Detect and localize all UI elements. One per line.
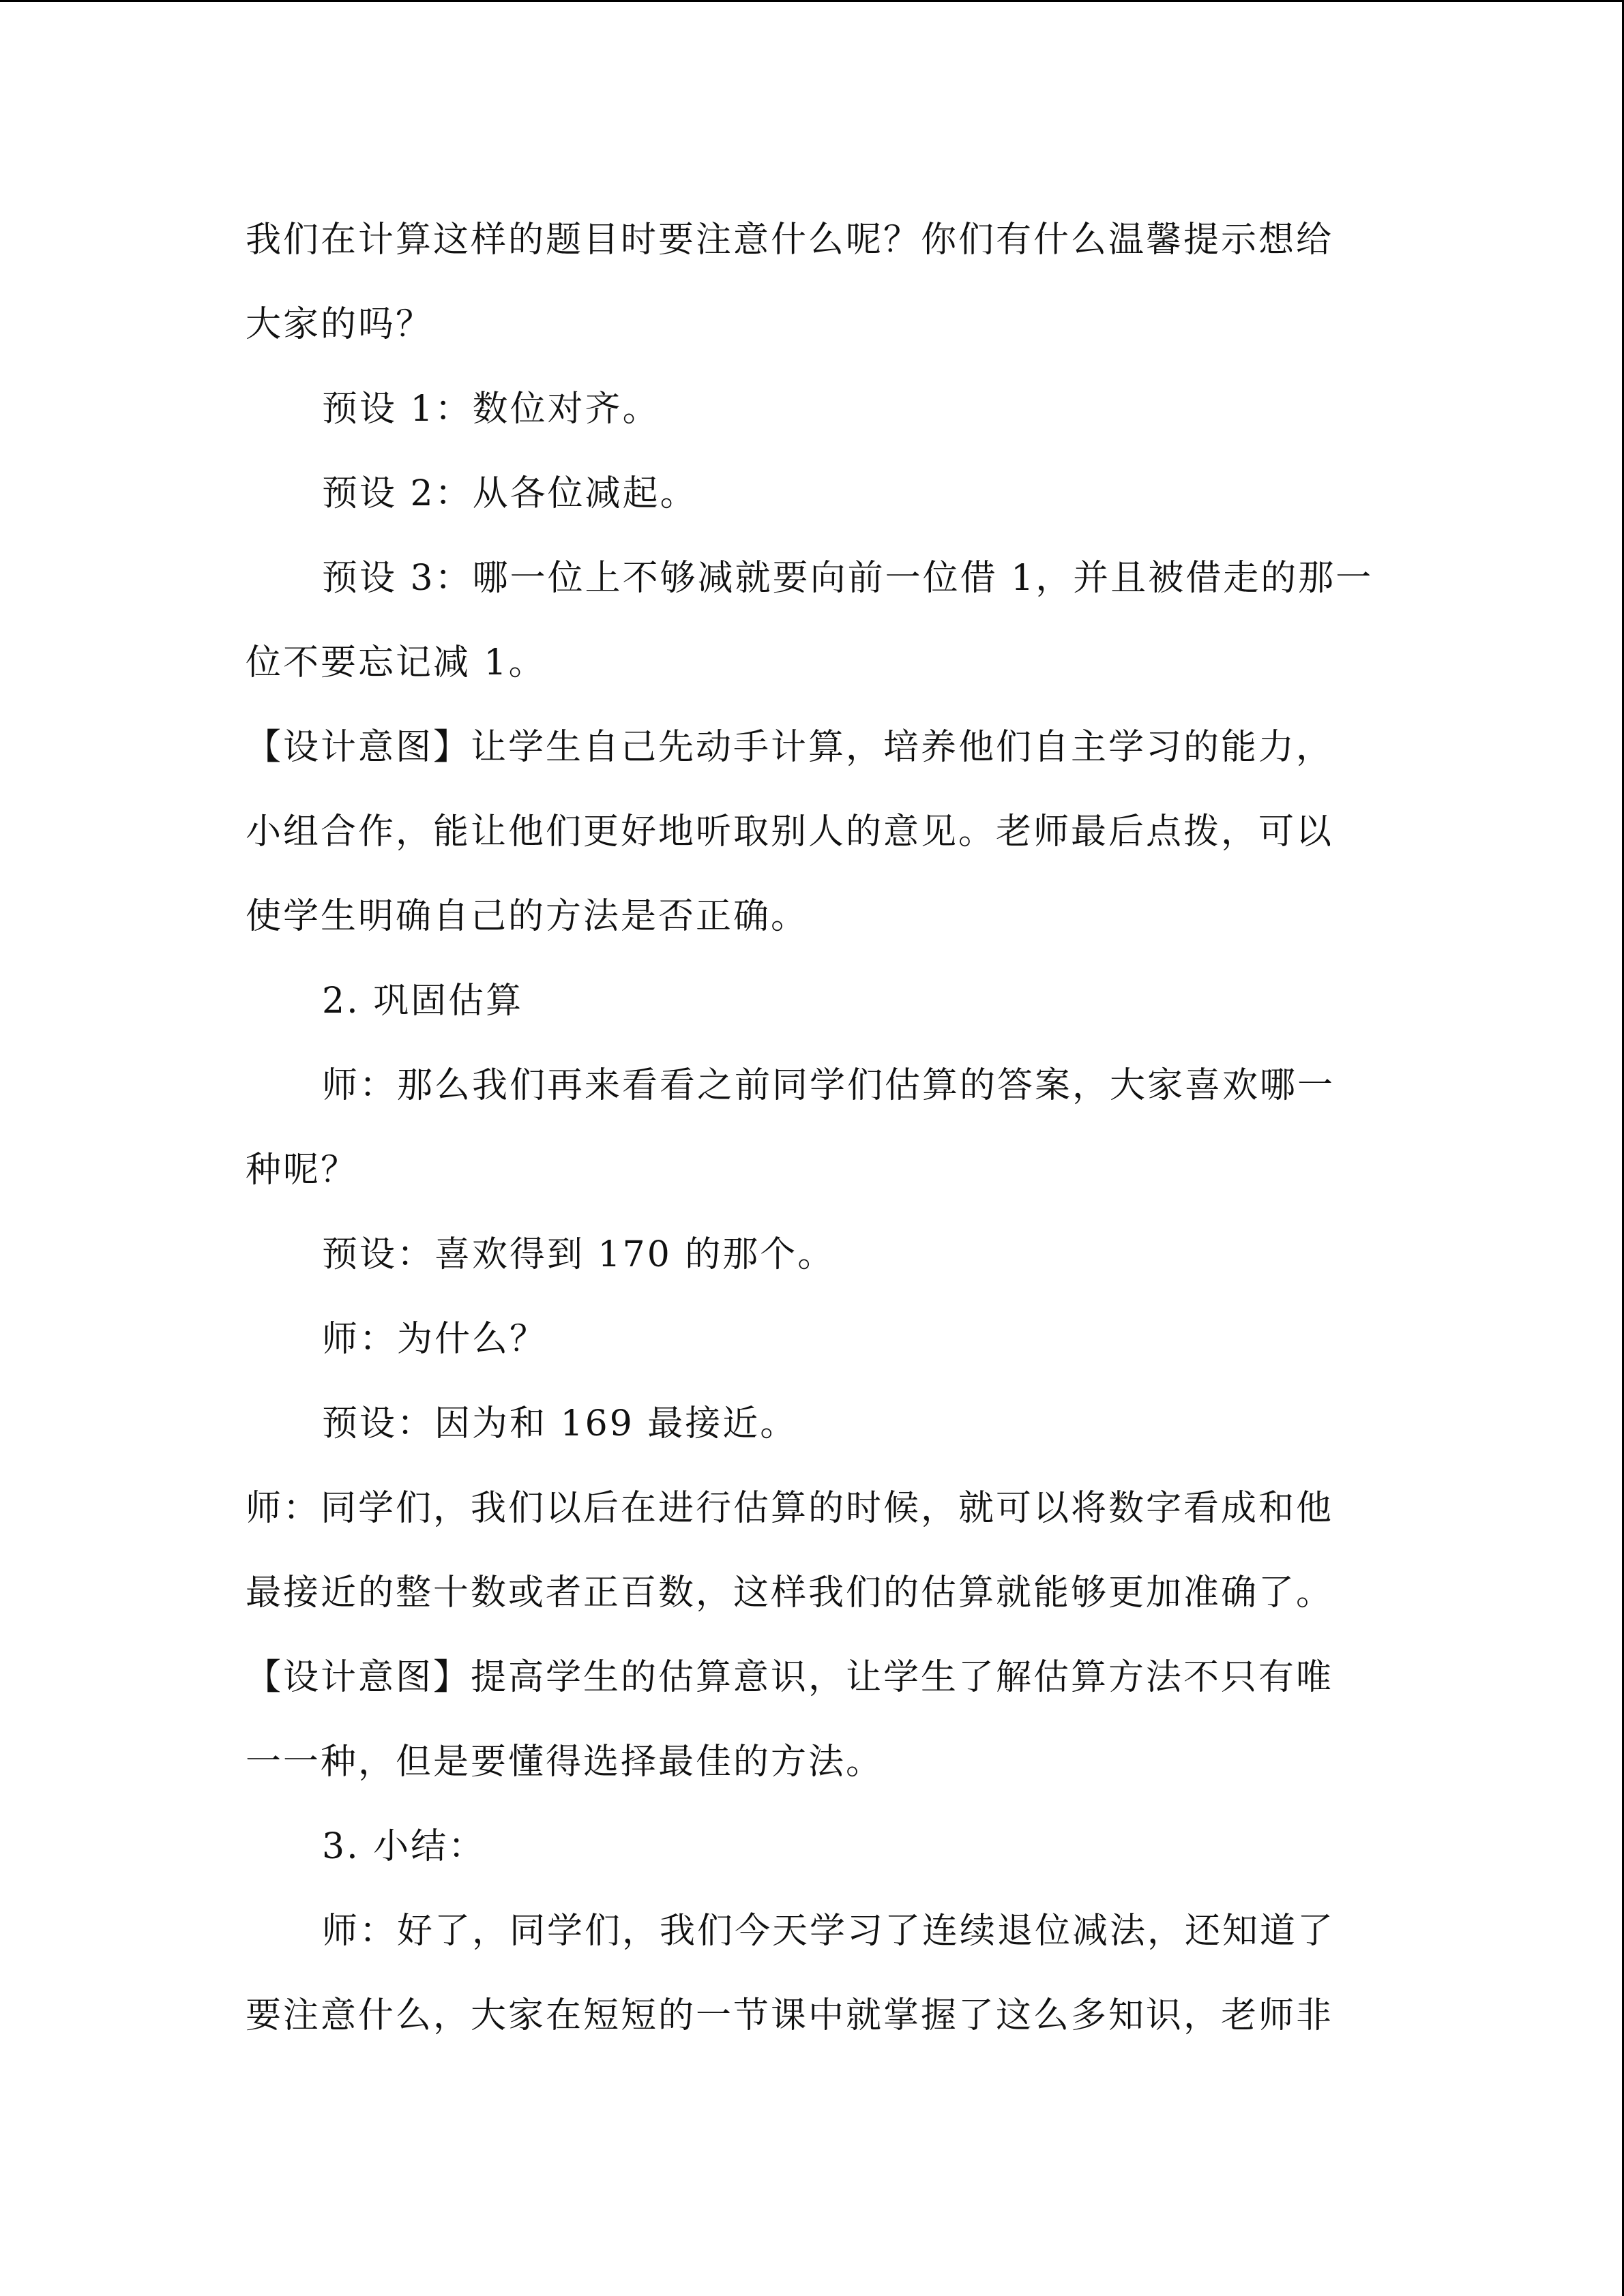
- text-line: 【设计意图】提高学生的估算意识，让学生了解估算方法不只有唯: [246, 1657, 1334, 1698]
- section-heading: 2. 巩固估算: [322, 981, 524, 1022]
- text-line: 预设 3：哪一位上不够减就要向前一位借 1，并且被借走的那一: [322, 558, 1374, 599]
- text-line: 师：那么我们再来看看之前同学们估算的答案，大家喜欢哪一: [322, 1065, 1335, 1106]
- text-line: 大家的吗？: [246, 304, 434, 345]
- text-line: 小组合作，能让他们更好地听取别人的意见。老师最后点拨，可以: [246, 811, 1334, 852]
- text-line: 要注意什么，大家在短短的一节课中就掌握了这么多知识，老师非: [246, 1995, 1334, 2036]
- text-line: 师：同学们，我们以后在进行估算的时候，就可以将数字看成和他: [246, 1488, 1334, 1529]
- text-line: 预设 2：从各位减起。: [322, 473, 698, 514]
- text-line: 最接近的整十数或者正百数，这样我们的估算就能够更加准确了。: [246, 1572, 1334, 1613]
- page-top-border: [0, 0, 1624, 2]
- text-line: 一一种，但是要懂得选择最佳的方法。: [246, 1742, 884, 1783]
- text-line: 师：好了，同学们，我们今天学习了连续退位减法，还知道了: [322, 1911, 1335, 1952]
- text-line: 种呢？: [246, 1150, 359, 1191]
- text-line: 预设：喜欢得到 170 的那个。: [322, 1234, 836, 1275]
- text-line: 我们在计算这样的题目时要注意什么呢？你们有什么温馨提示想给: [246, 220, 1334, 260]
- text-line: 位不要忘记减 1。: [246, 642, 546, 683]
- document-body: [246, 198, 1378, 2058]
- text-line: 预设：因为和 169 最接近。: [322, 1403, 798, 1444]
- section-heading: 3. 小结：: [322, 1826, 486, 1867]
- text-line: 预设 1：数位对齐。: [322, 389, 660, 430]
- text-line: 使学生明确自己的方法是否正确。: [246, 896, 809, 937]
- text-line: 师：为什么？: [322, 1319, 548, 1360]
- text-line: 【设计意图】让学生自己先动手计算，培养他们自主学习的能力，: [246, 727, 1334, 768]
